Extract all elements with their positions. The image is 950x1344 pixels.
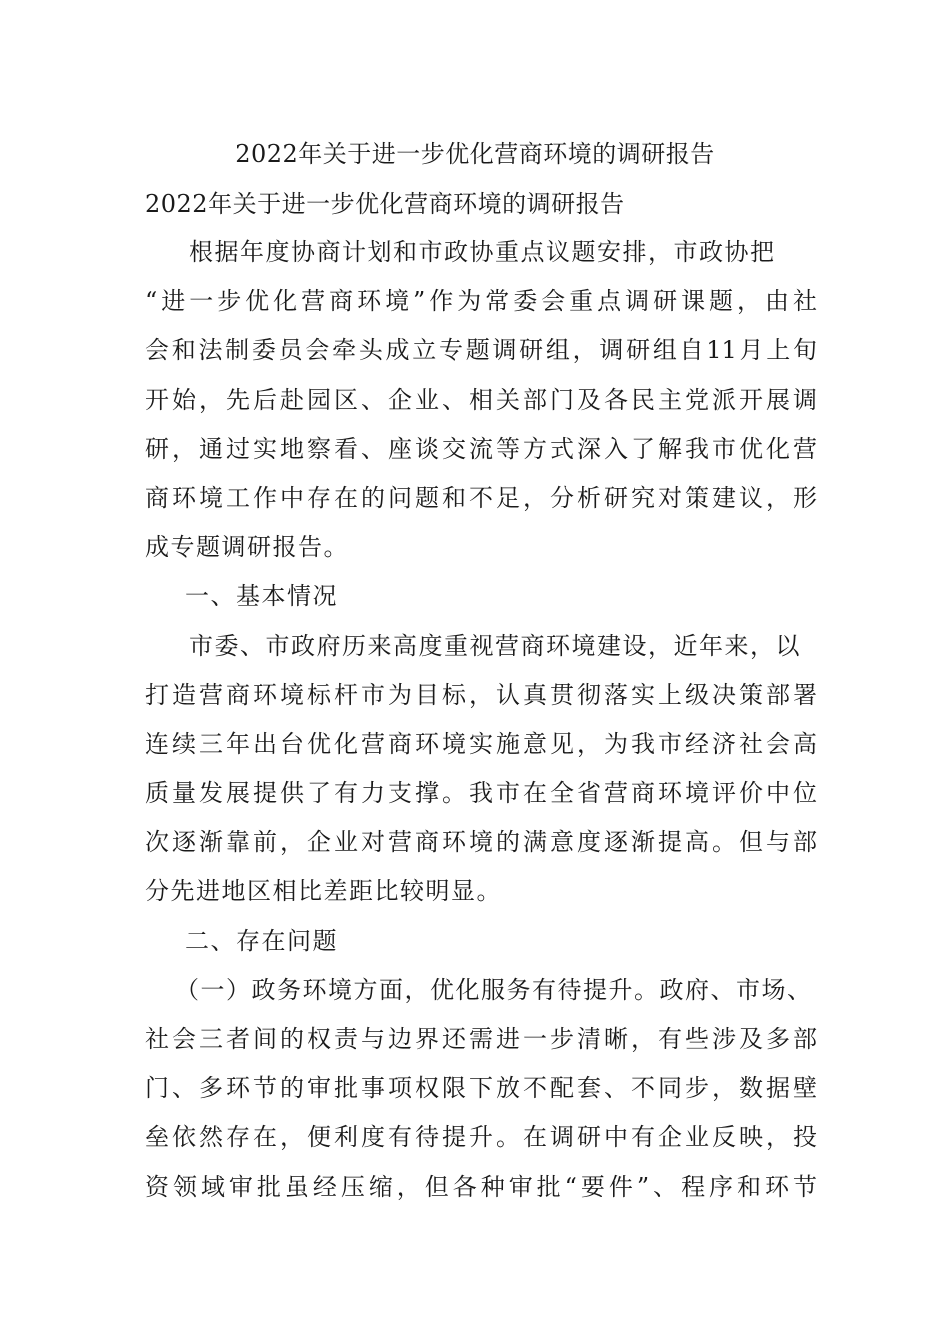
paragraph-line: 分先进地区相比差距比较明显。 [145,877,502,906]
paragraph-line: 连续三年出台优化营商环境实施意见，为我市经济社会高 [145,729,817,758]
paragraph-line: 次逐渐靠前，企业对营商环境的满意度逐渐提高。但与部 [145,828,817,857]
paragraph-line: “进一步优化营商环境”作为常委会重点调研课题，由社 [145,287,817,316]
paragraph-line: （一）政务环境方面，优化服务有待提升。政府、市场、 [175,975,813,1004]
paragraph-line: 垒依然存在，便利度有待提升。在调研中有企业反映，投 [145,1123,817,1152]
paragraph-line: 市委、市政府历来高度重视营商环境建设，近年来，以 [189,631,801,660]
paragraph-line: 门、多环节的审批事项权限下放不配套、不同步，数据壁 [145,1074,817,1103]
section-heading: 二、存在问题 [185,926,338,955]
paragraph-line: 根据年度协商计划和市政协重点议题安排，市政协把 [189,238,776,266]
paragraph-line: 社会三者间的权责与边界还需进一步清晰，有些涉及多部 [145,1025,817,1053]
document-title-left: 2022年关于进一步优化营商环境的调研报告 [145,190,625,218]
document-body [145,228,817,1212]
paragraph-line: 质量发展提供了有力支撑。我市在全省营商环境评价中位 [145,779,817,808]
paragraph-line: 资领域审批虽经压缩，但各种审批“要件”、程序和环节 [145,1172,817,1201]
paragraph-line: 成专题调研报告。 [145,533,349,562]
paragraph-line: 打造营商环境标杆市为目标，认真贯彻落实上级决策部署 [145,680,817,709]
paragraph-line: 商环境工作中存在的问题和不足，分析研究对策建议，形 [145,483,817,512]
paragraph-line: 研，通过实地察看、座谈交流等方式深入了解我市优化营 [145,434,817,463]
paragraph-line: 开始，先后赴园区、企业、相关部门及各民主党派开展调 [145,385,817,414]
section-heading: 一、基本情况 [185,582,338,611]
document-title-centered: 2022年关于进一步优化营商环境的调研报告 [235,140,715,168]
paragraph-line: 会和法制委员会牵头成立专题调研组，调研组自11月上旬 [145,336,817,365]
